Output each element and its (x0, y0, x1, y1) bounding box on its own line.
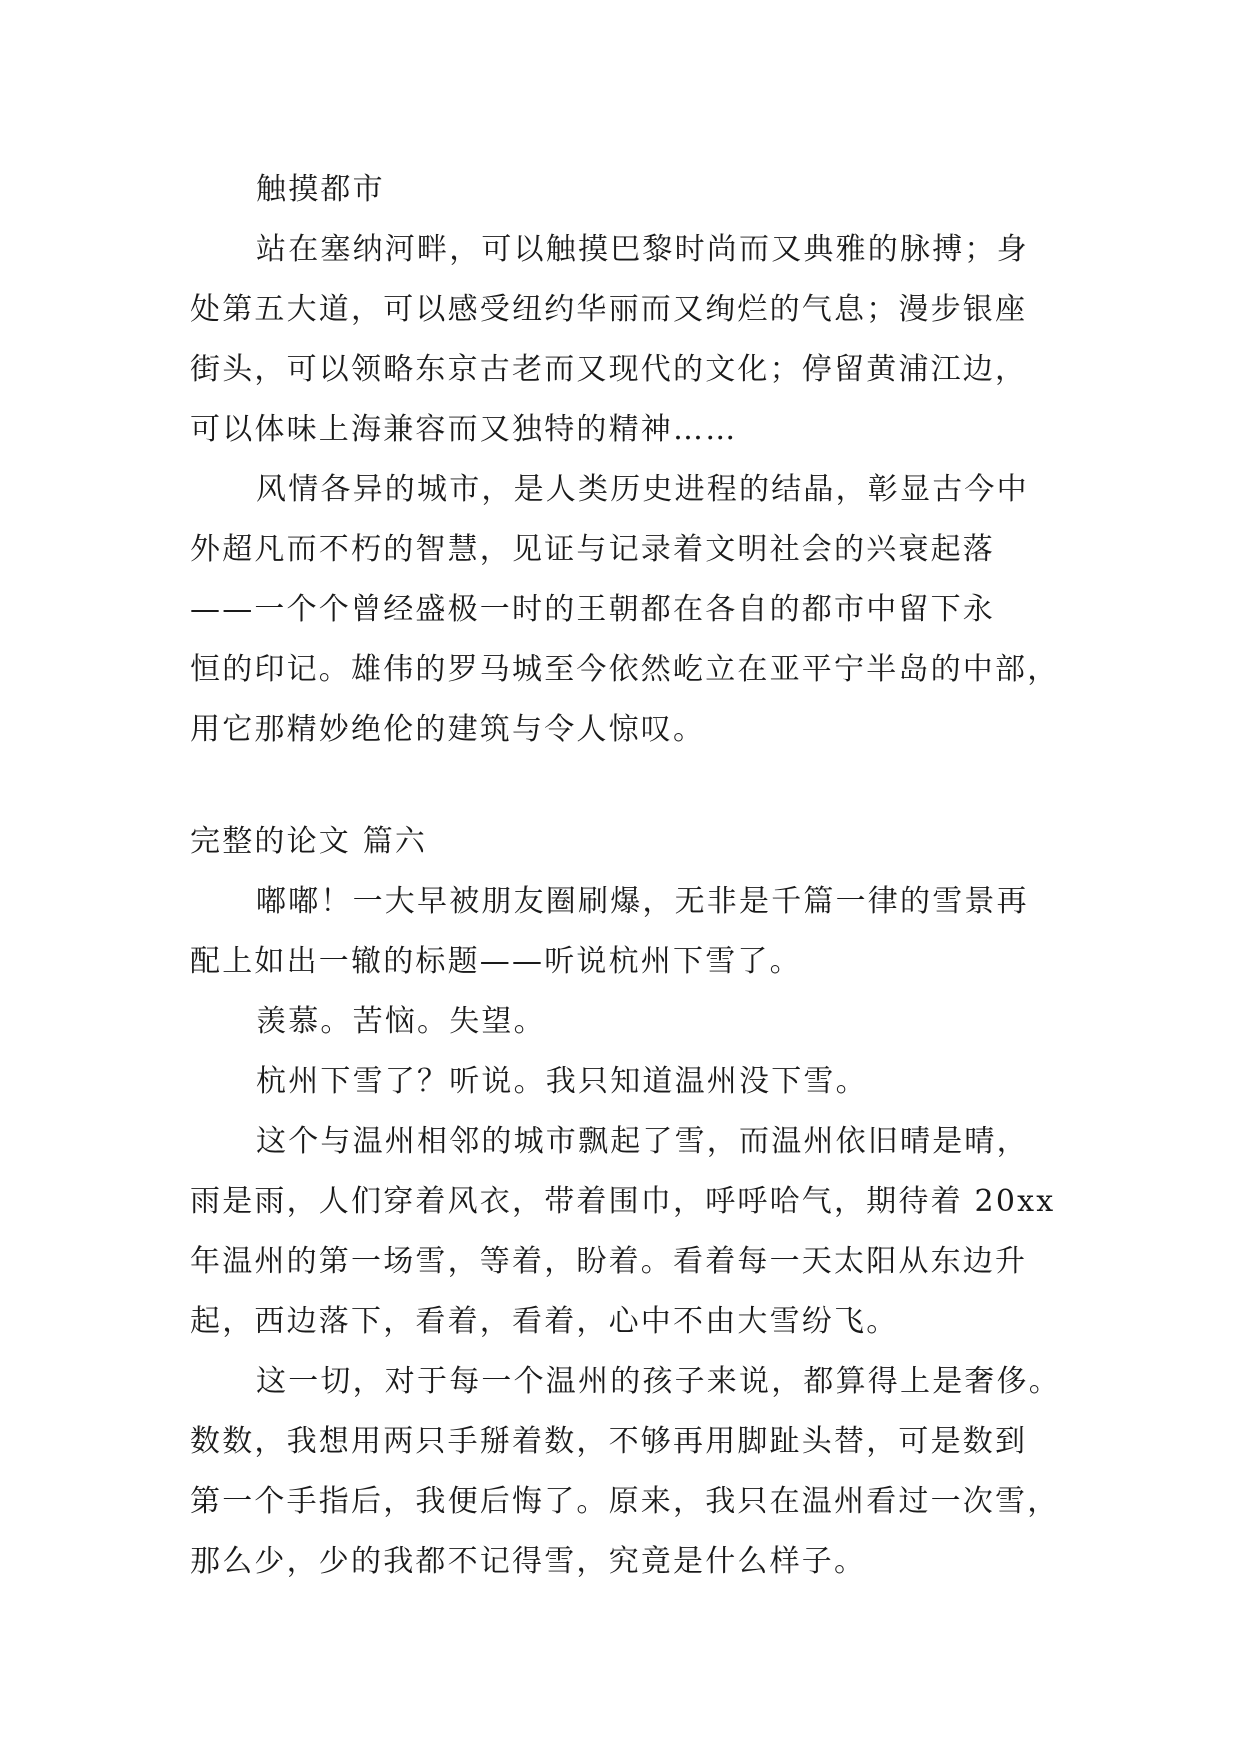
text-line: 年温州的第一场雪，等着，盼着。看着每一天太阳从东边升 (190, 1244, 1028, 1279)
paragraph (190, 992, 1060, 1052)
text-line: 外超凡而不朽的智慧，见证与记录着文明社会的兴衰起落 (190, 532, 995, 567)
text-line: ——一个个曾经盛极一时的王朝都在各自的都市中留下永 (190, 592, 995, 627)
paragraph (190, 220, 1060, 460)
text-line: 数数，我想用两只手掰着数，不够再用脚趾头替，可是数到 (190, 1424, 1028, 1459)
section-heading: 完整的论文 篇六 (190, 824, 428, 859)
text-line: 第一个手指后，我便后悔了。原来，我只在温州看过一次雪， (190, 1484, 1060, 1519)
paragraph (190, 1052, 1060, 1112)
text-line: 那么少，少的我都不记得雪，究竟是什么样子。 (190, 1544, 867, 1579)
text-line: 街头，可以领略东京古老而又现代的文化；停留黄浦江边， (190, 352, 1028, 387)
text-line: 用它那精妙绝伦的建筑与令人惊叹。 (190, 712, 706, 747)
text-line: 可以体味上海兼容而又独特的精神…… (190, 412, 738, 447)
text-line: 雨是雨，人们穿着风衣，带着围巾，呼呼哈气，期待着 20xx (190, 1184, 1056, 1219)
text-line: 站在塞纳河畔，可以触摸巴黎时尚而又典雅的脉搏；身 (256, 232, 1029, 267)
text-line: 风情各异的城市，是人类历史进程的结晶，彰显古今中 (256, 472, 1029, 507)
text-line: 这一切，对于每一个温州的孩子来说，都算得上是奢侈。 (256, 1364, 1061, 1399)
paragraph (190, 460, 1060, 760)
paragraph (190, 872, 1060, 992)
text-line: 羡慕。苦恼。失望。 (256, 1004, 546, 1039)
section-spacer (190, 760, 1060, 812)
section-heading: 触摸都市 (256, 172, 385, 207)
text-line: 配上如出一辙的标题——听说杭州下雪了。 (190, 944, 802, 979)
text-line: 起，西边落下，看着，看着，心中不由大雪纷飞。 (190, 1304, 899, 1339)
text-line: 处第五大道，可以感受纽约华丽而又绚烂的气息；漫步银座 (190, 292, 1028, 327)
text-line: 这个与温州相邻的城市飘起了雪，而温州依旧晴是晴， (256, 1124, 1029, 1159)
paragraph (190, 1352, 1060, 1592)
text-line: 恒的印记。雄伟的罗马城至今依然屹立在亚平宁半岛的中部， (190, 652, 1060, 687)
text-line: 嘟嘟！一大早被朋友圈刷爆，无非是千篇一律的雪景再 (256, 884, 1029, 919)
paragraph (190, 1112, 1060, 1352)
document-page (190, 160, 1060, 1592)
text-line: 杭州下雪了？听说。我只知道温州没下雪。 (256, 1064, 868, 1099)
